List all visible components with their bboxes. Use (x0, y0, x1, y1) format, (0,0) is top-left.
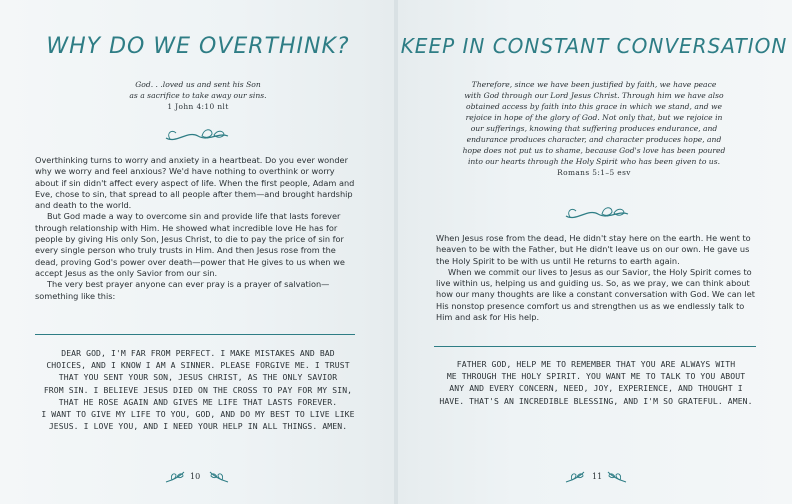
verse-reference: 1 John 4:10 nlt (167, 102, 229, 111)
page-number: 10 (190, 472, 201, 481)
body-paragraph: But God made a way to overcome sin and provide life that lasts forever through relationship with Him. He showed what incredible love He has for people by giving His only Son, Jesus Christ, to die to pay the price of sin for every single person who truly trusts in Him. And then Jesus rose from the dead, proving God's power over death—power that He gives to us when we accept Jesus as the only Savior from our sin. (35, 211, 345, 278)
closing-prayer (426, 358, 766, 407)
divider (35, 334, 355, 335)
verse-line: God. . .loved us and sent his Son (135, 80, 261, 89)
right-page (396, 0, 792, 504)
left-page-title: WHY DO WE OVERTHINK? (46, 34, 350, 59)
verse-line: endurance produces character, and character produces hope, and (466, 135, 722, 144)
body-paragraph: The very best prayer anyone can ever pray is a prayer of salvation—something like this: (35, 279, 330, 301)
body-paragraph: Overthinking turns to worry and anxiety in a heartbeat. Do you ever wonder why we worry and feel anxious? We'd have nothing to overthink or worry about if sin didn't affect every aspect of life. When the first people, Adam and Eve, chose to sin, that spread to all people after them—and brought hardship and death to the world. (35, 155, 355, 211)
body-paragraph: When Jesus rose from the dead, He didn't stay here on the earth. He went to heaven to be with the Father, but He didn't leave us on our own. He gave us the Holy Spirit to be with us until He returns to earth again. (436, 233, 751, 266)
prayer-line: JESUS. I LOVE YOU, AND I NEED YOUR HELP IN ALL THINGS. AMEN. (48, 421, 348, 432)
verse-line: hope does not put us to shame, because God's love has been poured (462, 146, 726, 155)
prayer-line: ANY AND EVERY CONCERN, NEED, JOY, EXPERIENCE, AND THOUGHT I (449, 383, 743, 394)
prayer-line: ME THROUGH THE HOLY SPIRIT. YOU WANT ME TO TALK TO YOU ABOUT (446, 371, 746, 382)
leaf-sprig-icon (564, 470, 586, 484)
left-verse (0, 79, 396, 112)
right-page-title: KEEP IN CONSTANT CONVERSATION (400, 34, 788, 58)
prayer-line: FATHER GOD, HELP ME TO REMEMBER THAT YOU ARE ALWAYS WITH (456, 359, 736, 369)
divider (434, 346, 756, 347)
prayer-line: CHOICES, AND I KNOW I AM A SINNER. PLEASE FORGIVE ME. I TRUST (46, 360, 350, 371)
verse-line: with God through our Lord Jesus Christ. Through him we have also (464, 91, 724, 100)
prayer-line: I WANT TO GIVE MY LIFE TO YOU, GOD, AND DO MY BEST TO LIVE LIKE (41, 409, 355, 420)
body-paragraph: When we commit our lives to Jesus as our Savior, the Holy Spirit comes to live within us, helping us and guiding us. So, as we pray, we can think about how our many thoughts are like a constant conversation with God. We can let His nonstop presence comfort us and strengthen us as we endlessly talk to Him and ask for His help. (436, 266, 755, 323)
verse-line: our sufferings, knowing that suffering produces endurance, and (470, 124, 718, 133)
verse-line: as a sacrifice to take away our sins. (129, 91, 267, 100)
verse-line: into our hearts through the Holy Spirit who has been given to us. (467, 157, 721, 166)
verse-line: rejoice in hope of the glory of God. Not only that, but we rejoice in (465, 113, 723, 122)
prayer-line: HAVE. THAT'S AN INCREDIBLE BLESSING, AND I'M SO GRATEFUL. AMEN. (439, 395, 753, 406)
prayer-line: DEAR GOD, I'M FAR FROM PERFECT. I MAKE MISTAKES AND BAD (61, 348, 335, 358)
right-verse (396, 79, 792, 178)
leaf-sprig-icon (208, 470, 230, 484)
verse-line: obtained access by faith into this grace in which we stand, and we (466, 102, 722, 111)
left-body (35, 155, 359, 302)
verse-line: Therefore, since we have been justified by faith, we have peace (471, 80, 717, 89)
leaf-sprig-icon (162, 124, 234, 146)
leaf-sprig-icon (164, 470, 186, 484)
book-gutter (394, 0, 398, 504)
leaf-sprig-icon (562, 200, 634, 224)
salvation-prayer (30, 347, 366, 432)
verse-reference: Romans 5:1–5 esv (557, 168, 631, 177)
prayer-line: THAT YOU SENT YOUR SON, JESUS CHRIST, AS THE ONLY SAVIOR (58, 372, 338, 383)
leaf-sprig-icon (606, 470, 628, 484)
page-number: 11 (592, 472, 603, 481)
prayer-line: FROM SIN. I BELIEVE JESUS DIED ON THE CROSS TO PAY FOR MY SIN, (43, 384, 353, 395)
right-body (436, 233, 758, 323)
prayer-line: THAT HE ROSE AGAIN AND GIVES ME LIFE THAT LASTS FOREVER. (58, 396, 338, 407)
